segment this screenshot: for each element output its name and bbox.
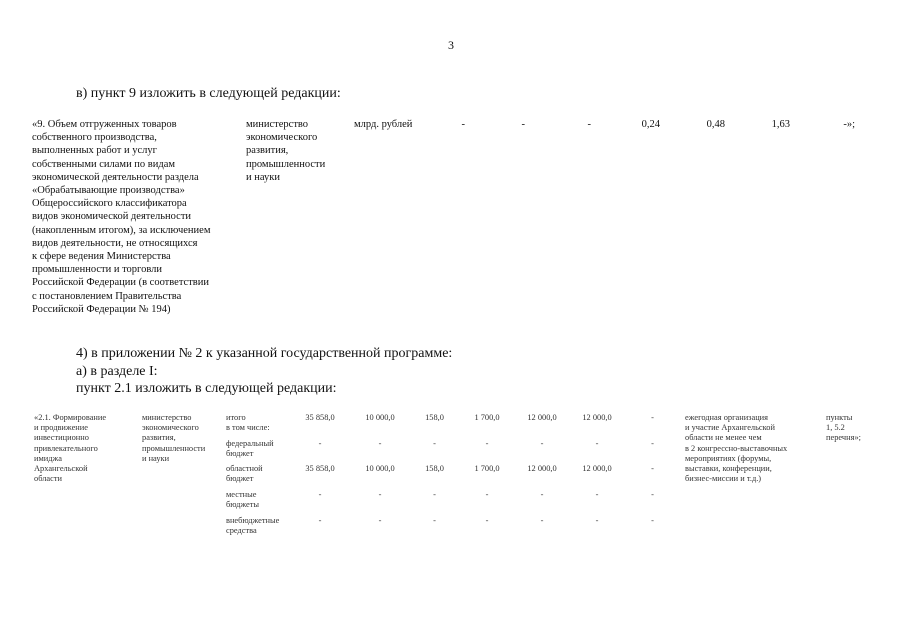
- row-value: 10 000,0: [365, 464, 395, 473]
- section-4-line-1: 4) в приложении № 2 к указанной государственной программе:: [76, 346, 453, 361]
- row-value: 158,0: [425, 413, 444, 422]
- row-value: -: [540, 516, 544, 525]
- row-value: -: [485, 439, 489, 448]
- row-value: -: [433, 439, 436, 448]
- row-value: 1 700,0: [474, 413, 500, 422]
- row-value: 1 700,0: [474, 464, 500, 473]
- row-label: итого в том числе:: [226, 413, 270, 433]
- row-value: 35 858,0: [305, 464, 335, 473]
- row-value: 158,0: [425, 464, 444, 473]
- program-item-result: ежегодная организация и участие Архангельской области не менее чем в 2 конгрессно-выставочных мероприятиях (форумы, выставки, конференции, бизнес-миссии и т.д.): [685, 413, 788, 484]
- indicator-value-3: -: [587, 119, 591, 130]
- row-value: 12 000,0: [527, 413, 557, 422]
- row-label: местные бюджеты: [226, 490, 260, 510]
- row-value: 12 000,0: [527, 464, 557, 473]
- row-value: 12 000,0: [582, 464, 612, 473]
- row-value: 12 000,0: [582, 413, 612, 422]
- row-value: -: [433, 516, 436, 525]
- section-4-line-2: а) в разделе I:: [76, 364, 158, 379]
- program-item-executor: министерство экономического развития, промышленности и науки: [142, 413, 206, 463]
- row-value: -: [433, 490, 436, 499]
- row-value: -: [651, 413, 654, 422]
- row-value: -: [318, 490, 322, 499]
- row-label: внебюджетные средства: [226, 516, 280, 536]
- row-value: 35 858,0: [305, 413, 335, 422]
- row-value: -: [485, 516, 489, 525]
- page-number: 3: [448, 38, 454, 52]
- row-value: -: [595, 490, 599, 499]
- indicator-name: «9. Объем отгруженных товаров собственного производства, выполненных работ и услуг собственными силами по видам экономической деятельности раздела «Обрабатывающие производства» Общероссийского классификатора видов экономической деятельности (накопленным итогом), за исключением видов деятельности, не относящихся к сфере ведения Министерства промышленности и торговли Российской Федерации (в соответствии с постановлением Правительства Российской Федерации № 194): [32, 119, 211, 315]
- indicator-value-1: -: [461, 119, 465, 130]
- indicator-value-7: -»;: [843, 119, 855, 130]
- program-item-name: «2.1. Формирование и продвижение инвестиционно привлекательного имиджа Архангельской области: [34, 413, 107, 484]
- row-value: -: [318, 439, 322, 448]
- indicator-value-2: -: [521, 119, 525, 130]
- row-value: -: [485, 490, 489, 499]
- section-v-heading: в) пункт 9 изложить в следующей редакции:: [76, 86, 341, 101]
- indicator-value-4: 0,24: [641, 119, 660, 130]
- row-label: областной бюджет: [226, 464, 263, 484]
- program-item-reference: пункты 1, 5.2 перечня»;: [826, 413, 861, 443]
- row-value: 10 000,0: [365, 413, 395, 422]
- section-4-line-3: пункт 2.1 изложить в следующей редакции:: [76, 381, 337, 396]
- row-value: -: [378, 490, 382, 499]
- indicator-unit: млрд. рублей: [354, 119, 413, 130]
- row-label: федеральный бюджет: [226, 439, 274, 459]
- row-value: -: [651, 516, 654, 525]
- row-value: -: [378, 439, 382, 448]
- indicator-value-5: 0,48: [706, 119, 725, 130]
- row-value: -: [651, 464, 654, 473]
- row-value: -: [595, 439, 599, 448]
- row-value: -: [595, 516, 599, 525]
- row-value: -: [651, 490, 654, 499]
- row-value: -: [540, 490, 544, 499]
- row-value: -: [378, 516, 382, 525]
- row-value: -: [540, 439, 544, 448]
- row-value: -: [651, 439, 654, 448]
- indicator-value-6: 1,63: [771, 119, 790, 130]
- indicator-executor: министерство экономического развития, промышленности и науки: [246, 119, 326, 183]
- row-value: -: [318, 516, 322, 525]
